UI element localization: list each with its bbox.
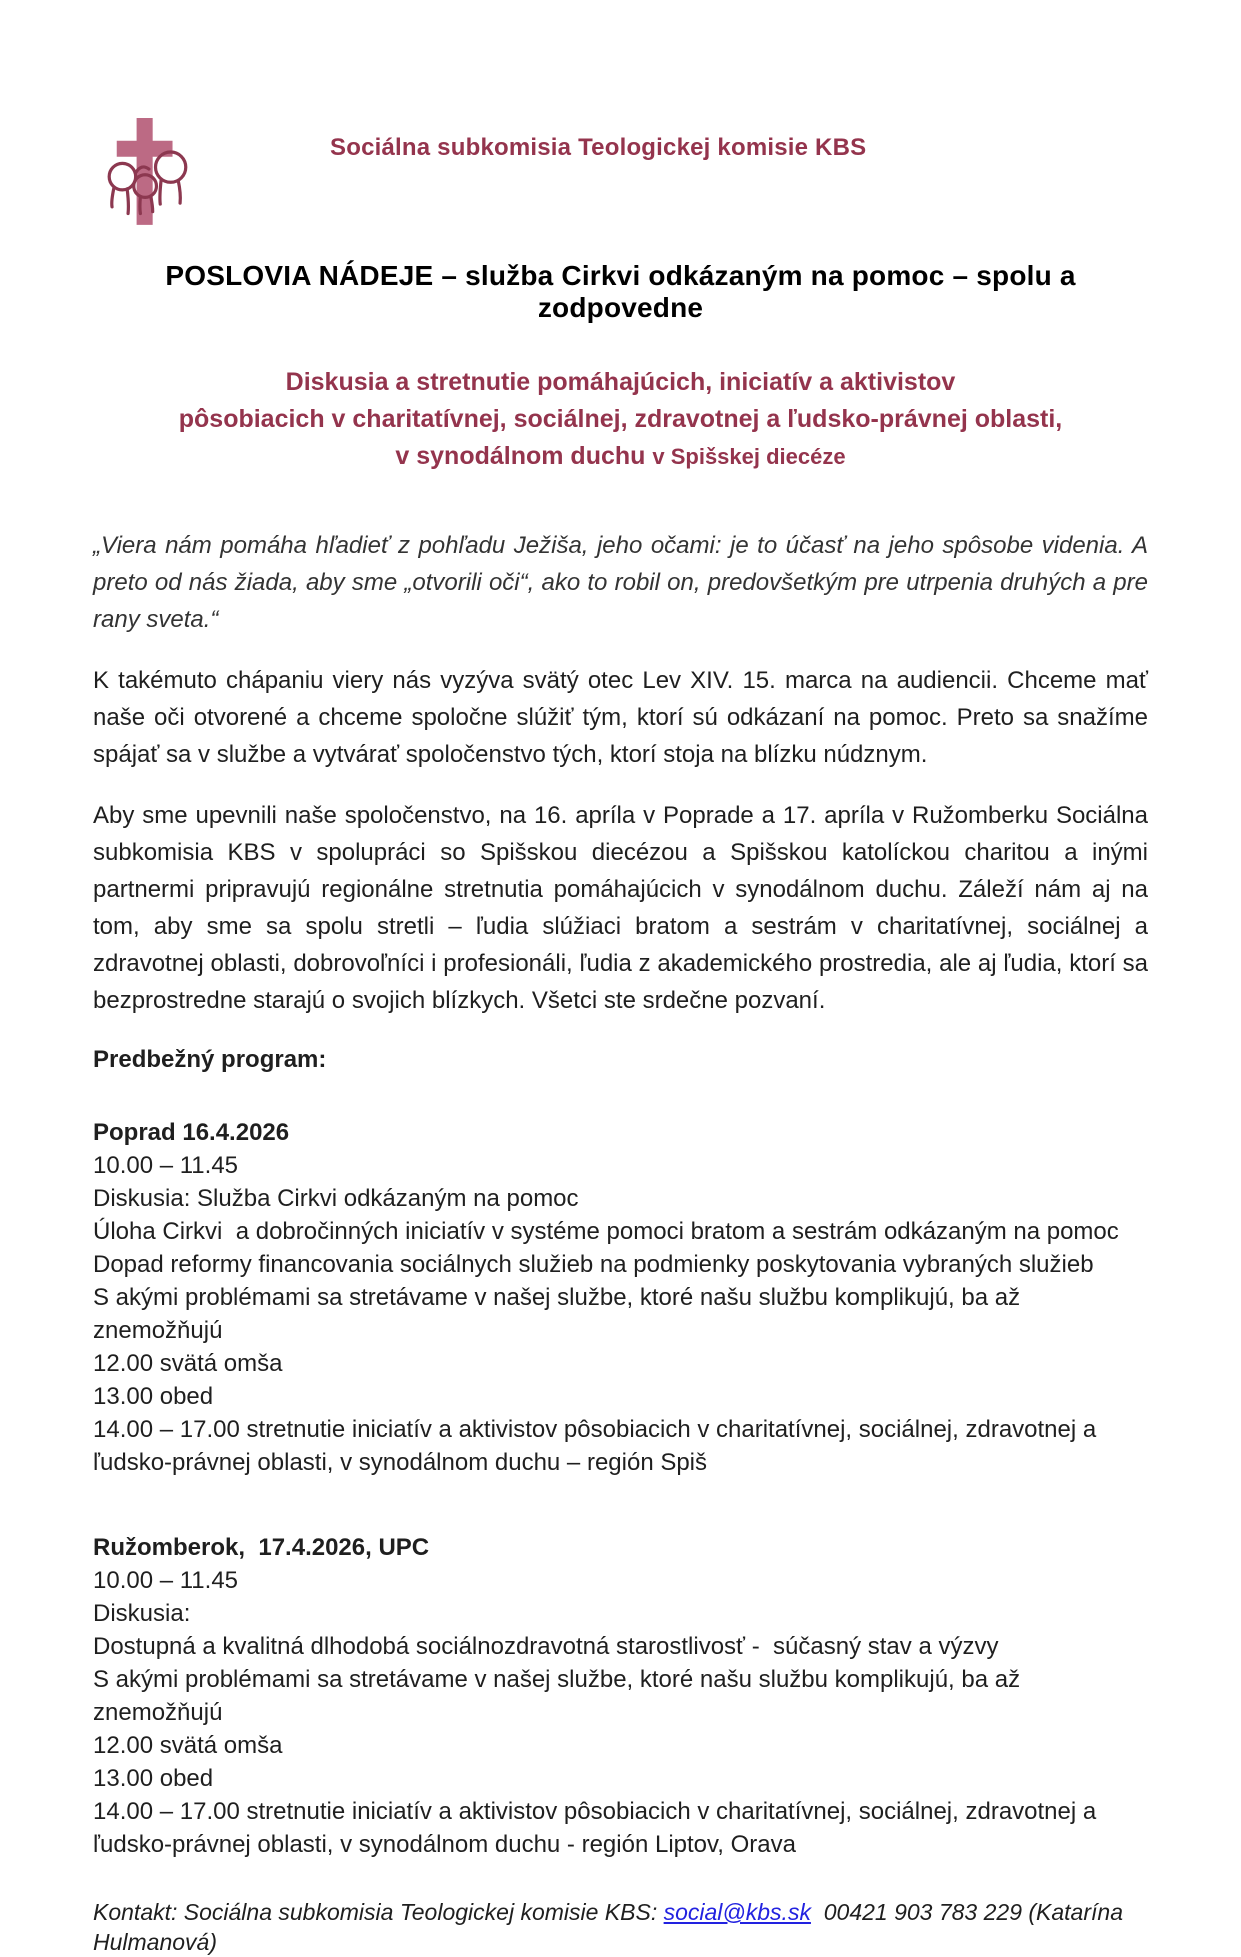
contact-prefix: Kontakt: Sociálna subkomisia Teologickej komisie KBS: [93, 1899, 664, 1925]
cross-icon [117, 118, 173, 225]
program-line: Úloha Cirkvi a dobročinných iniciatív v systéme pomoci bratom a sestrám odkázaným na pomoc [93, 1218, 1119, 1245]
contact-suffix: 00421 903 783 229 (Katarína Hulmanová) [93, 1899, 1130, 1955]
program-line: 13.00 obed [93, 1765, 214, 1792]
program-line: 10.00 – 11.45 [93, 1152, 239, 1179]
paragraph-invitation: Aby sme upevnili naše spoločenstvo, na 16. apríla v Poprade a 17. apríla v Ružomberku Sociálna subkomisia KBS v spolupráci so Spišskou diecézou a Spišskou katolíckou charitou a inými partnermi pripravujú regionálne stretnutia pomáhajúcich v synodálnom duchu. Záleží nám aj na tom, aby sme sa spolu stretli – ľudia slúžiaci bratom a sestrám v charitatívnej, sociálnej a zdravotnej oblasti, dobrovoľníci i profesionáli, ľudia z akademického prostredia, ale aj ľudia, ktorí sa bezprostredne starajú o svojich blízkych. Všetci ste srdečne pozvaní. [93, 802, 1148, 1014]
kbs-cross-people-logo [95, 110, 199, 230]
subtitle-line-3-main: v synodálnom duchu [395, 442, 653, 470]
program-heading: Predbežný program: [93, 1046, 327, 1073]
program-line: Dostupná a kvalitná dlhodobá sociálnozdravotná starostlivosť - súčasný stav a výzvy [93, 1633, 999, 1660]
program-line: Dopad reformy financovania sociálnych služieb na podmienky poskytovania vybraných služieb [93, 1251, 1094, 1278]
event-subtitle [93, 364, 1148, 475]
program-line: S akými problémami sa stretávame v našej službe, ktoré našu službu komplikujú, ba až znemožňujú [93, 1284, 1027, 1344]
organization-title: Sociálna subkomisia Teologickej komisie KBS [330, 134, 867, 161]
subtitle-line-3-diocese: v Spišskej diecéze [652, 444, 846, 469]
program-section-ruzomberok [93, 1531, 1148, 1861]
program-line: Diskusia: [93, 1600, 191, 1627]
document-header [93, 110, 1148, 230]
section-heading-ruzomberok: Ružomberok, 17.4.2026, UPC [93, 1534, 430, 1561]
subtitle-line-2: pôsobiacich v charitatívnej, sociálnej, zdravotnej a ľudsko-právnej oblasti, [178, 405, 1063, 433]
program-line: 12.00 svätá omša [93, 1732, 283, 1759]
email-link[interactable]: social@kbs.sk [663, 1899, 811, 1925]
program-line: 14.00 – 17.00 stretnutie iniciatív a aktivistov pôsobiacich v charitatívnej, sociálnej, zdravotnej a ľudsko-právnej oblasti, v synodálnom duchu – región Spiš [93, 1416, 1103, 1476]
document-title: POSLOVIA NÁDEJE – služba Cirkvi odkázaným na pomoc – spolu a zodpovedne [165, 260, 1076, 323]
subtitle-line-1: Diskusia a stretnutie pomáhajúcich, iniciatív a aktivistov [285, 368, 956, 396]
program-section-poprad [93, 1116, 1148, 1479]
program-line: 10.00 – 11.45 [93, 1567, 239, 1594]
paragraph-faith: K takémuto chápaniu viery nás vyzýva svätý otec Lev XIV. 15. marca na audiencii. Chceme mať naše oči otvorené a chceme spoločne slúžiť tým, ktorí sú odkázaní na pomoc. Preto sa snažíme spájať sa v službe a vytvárať spoločenstvo tých, ktorí stoja na blízku núdznym. [93, 667, 1148, 768]
subtitle-line-3 [93, 438, 1148, 475]
program-line: 13.00 obed [93, 1383, 214, 1410]
contact-footer [93, 1897, 1148, 1957]
program-line: 14.00 – 17.00 stretnutie iniciatív a aktivistov pôsobiacich v charitatívnej, sociálnej, zdravotnej a ľudsko-právnej oblasti, v synodálnom duchu - región Liptov, Orava [93, 1798, 1103, 1858]
program-line: 12.00 svätá omša [93, 1350, 283, 1377]
opening-quote: „Viera nám pomáha hľadieť z pohľadu Ježiša, jeho očami: je to účasť na jeho spôsobe videnia. A preto od nás žiada, aby sme „otvorili oči“, ako to robil on, predovšetkým pre utrpenia druhých a pre rany sveta.“ [93, 532, 1148, 633]
program-line: Diskusia: Služba Cirkvi odkázaným na pomoc [93, 1185, 579, 1212]
program-line: S akými problémami sa stretávame v našej službe, ktoré našu službu komplikujú, ba až znemožňujú [93, 1666, 1027, 1726]
section-heading-poprad: Poprad 16.4.2026 [93, 1119, 290, 1146]
